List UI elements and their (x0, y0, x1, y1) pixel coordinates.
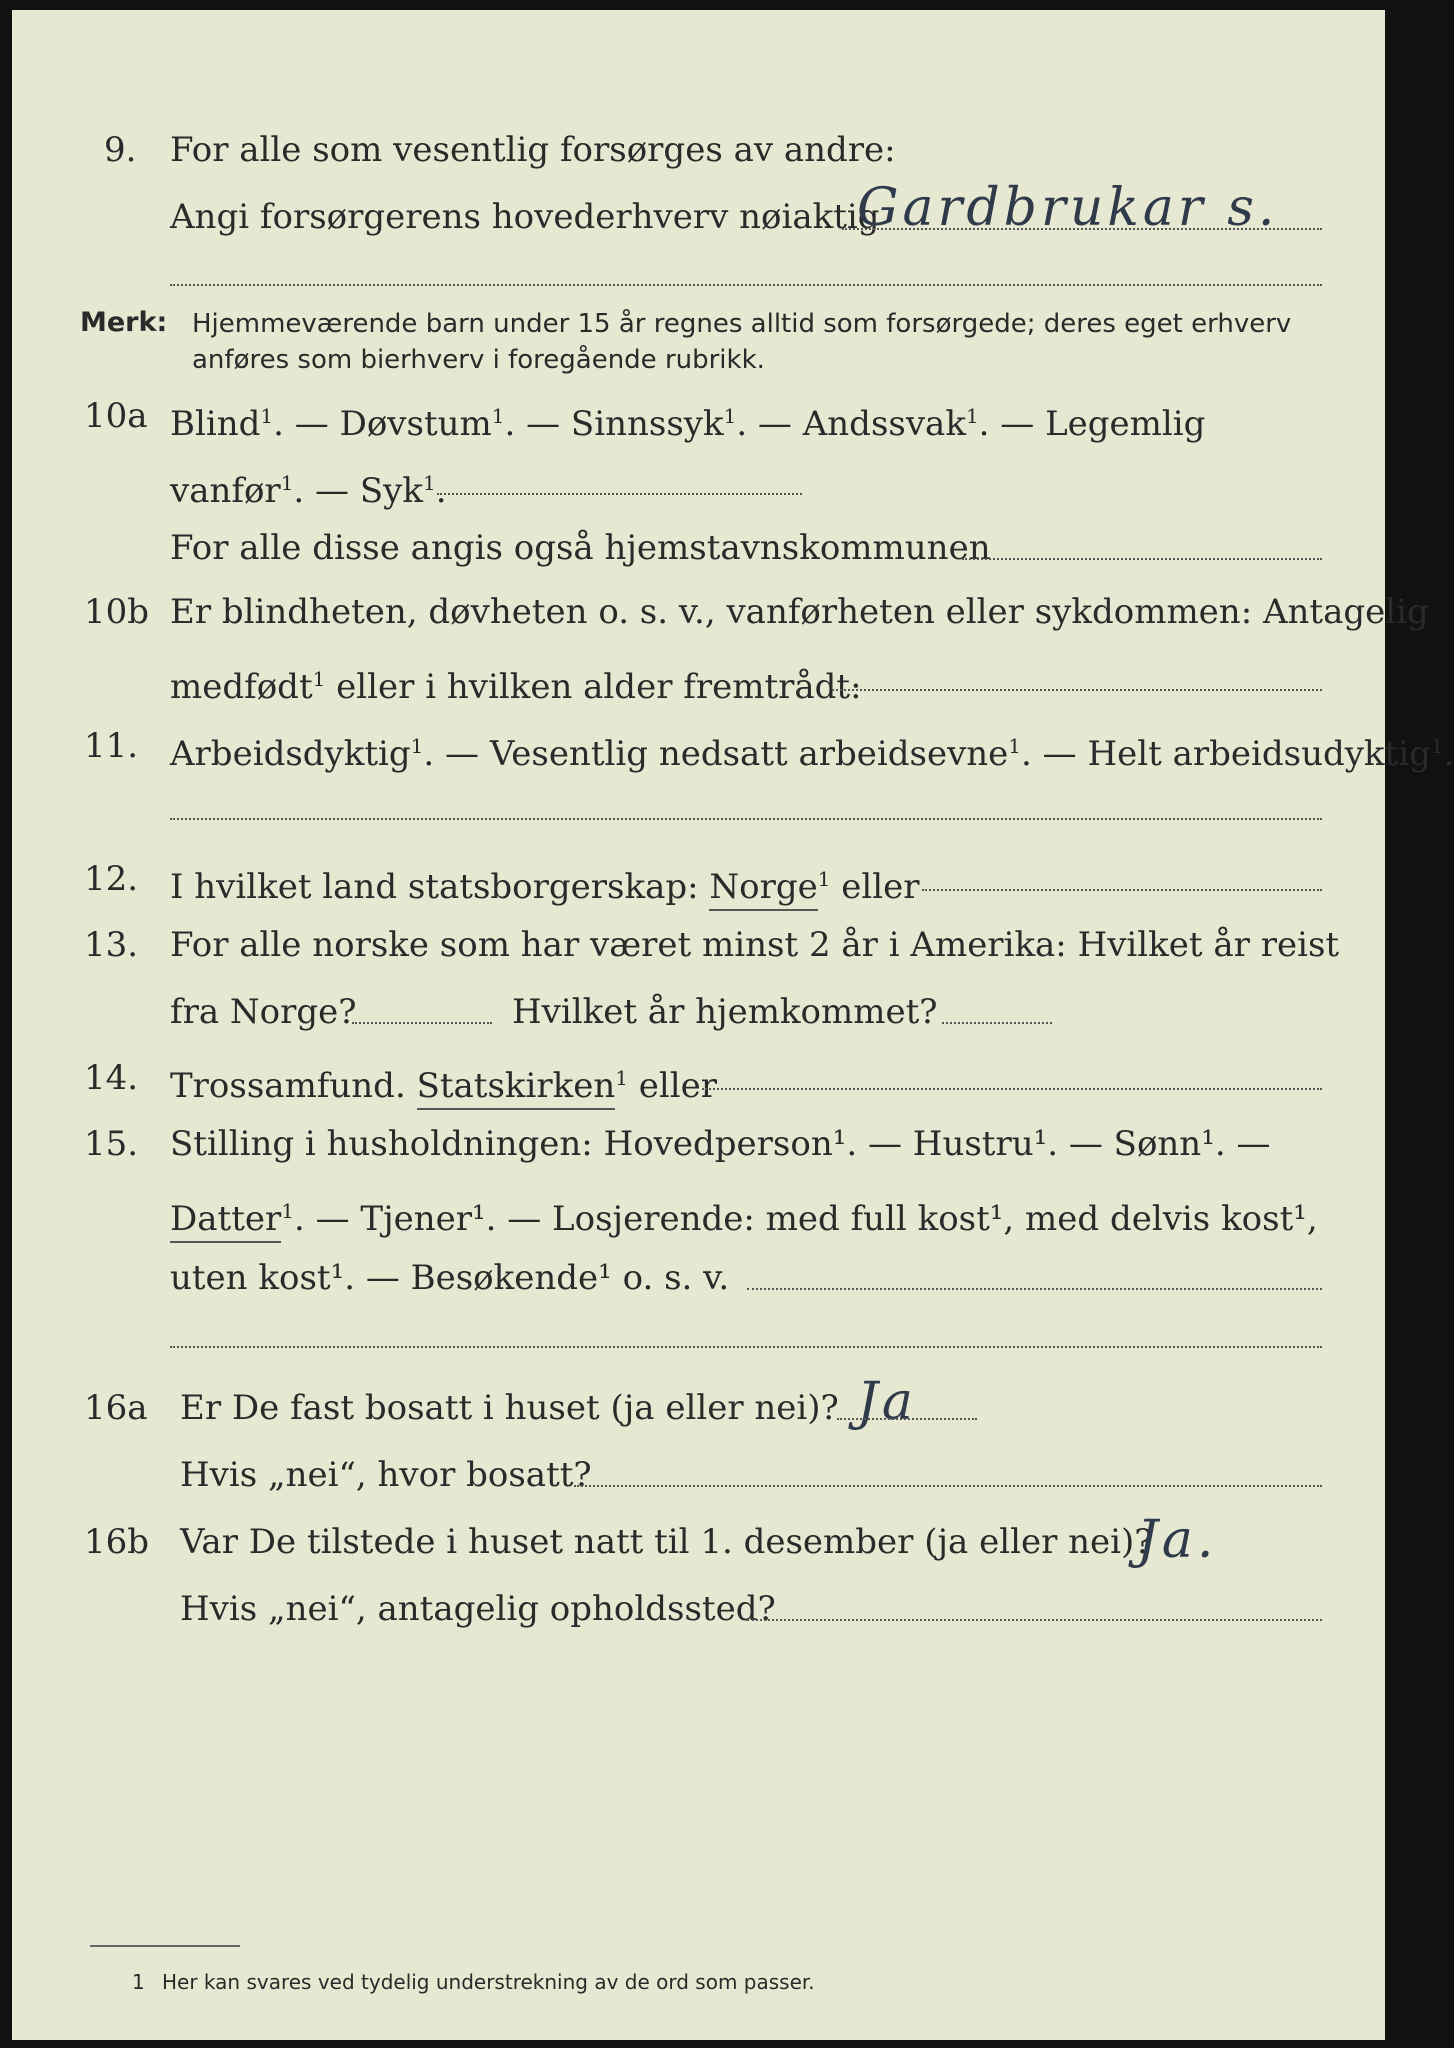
q16b-text1: Var De tilstede i huset natt til 1. desember (ja eller nei)? (180, 1522, 1153, 1562)
q9-text2: Angi forsørgerens hovederhverv nøiaktig (170, 197, 880, 237)
q9-answer-line (842, 228, 1322, 230)
q16a-text1: Er De fast bosatt i huset (ja eller nei)? (180, 1388, 839, 1428)
q10b-number: 10b (84, 592, 150, 632)
q16a-bosatt-line (574, 1485, 1322, 1487)
footnote-rule (90, 1945, 240, 1947)
q14-number: 14. (84, 1058, 139, 1098)
q15-underlined-datter: Datter (170, 1199, 281, 1243)
q11-number: 11. (84, 726, 139, 766)
merk-label: Merk: (80, 307, 168, 338)
q12-number: 12. (84, 859, 139, 899)
merk-line2: anføres som bierhverv i foregående rubrikk. (192, 345, 765, 375)
q16a-number: 16a (84, 1388, 148, 1428)
q10a-number: 10a (84, 396, 148, 436)
q13-number: 13. (84, 925, 139, 965)
q15-text3: uten kost¹. — Besøkende¹ o. s. v. (170, 1258, 730, 1298)
q10b-answer-line (832, 689, 1322, 691)
q11-text: Arbeidsdyktig$^1$. — Vesentlig nedsatt arbeidsevne$^1$. — Helt arbeidsudyktig$^1$. (170, 734, 1454, 774)
q16b-handwritten-answer: Ja. (1137, 1510, 1218, 1570)
q11-extra-line (170, 818, 1322, 820)
q12-answer-line (922, 889, 1322, 891)
q9-extra-line (170, 284, 1322, 286)
q12-underlined-norge: Norge (709, 867, 817, 911)
q10a-syk-line (437, 493, 802, 495)
q10a-text2: vanfør$^1$. — Syk$^1$. (170, 471, 447, 511)
q15-text2: Datter$^1$. — Tjener¹. — Losjerende: med full kost¹, med delvis kost¹, (170, 1191, 1318, 1239)
q14-underlined-statskirken: Statskirken (417, 1066, 616, 1110)
q13-text2b: Hvilket år hjemkommet? (512, 992, 938, 1032)
q16a-text2: Hvis „nei“, hvor bosatt? (180, 1455, 592, 1495)
q15-number: 15. (84, 1124, 139, 1164)
q13-text1: For alle norske som har været minst 2 år i Amerika: Hvilket år reist (170, 925, 1340, 965)
q14-answer-line (702, 1088, 1322, 1090)
q9-handwritten-answer: Gardbrukar s. (857, 178, 1279, 238)
q15-answer-line (747, 1288, 1322, 1290)
q14-text: Trossamfund. Statskirken$^1$ eller (170, 1058, 717, 1106)
q16a-answer-line (837, 1418, 977, 1420)
q12-text: I hvilket land statsborgerskap: Norge$^1$ eller (170, 859, 920, 907)
q15-extra-line (170, 1346, 1322, 1348)
q10a-kommune-line (962, 558, 1322, 560)
q16b-opholdssted-line (747, 1619, 1322, 1621)
q10b-text1: Er blindheten, døvheten o. s. v., vanførheten eller sykdommen: Antagelig (170, 592, 1429, 632)
footnote-text: Her kan svares ved tydelig understrekning av de ord som passer. (162, 1970, 815, 1994)
footnote-mark: 1 (132, 1970, 145, 1994)
merk-line1: Hjemmeværende barn under 15 år regnes alltid som forsørgede; deres eget erhverv (192, 309, 1292, 339)
q10b-text2: medfødt$^1$ eller i hvilken alder fremtrådt: (170, 667, 862, 707)
q10a-text1: Blind$^1$. — Døvstum$^1$. — Sinnssyk$^1$. — Andssvak$^1$. — Legemlig (170, 404, 1206, 444)
q13-reist-line (352, 1022, 492, 1024)
q15-text1: Stilling i husholdningen: Hovedperson¹. — Hustru¹. — Sønn¹. — (170, 1124, 1271, 1164)
q16b-text2: Hvis „nei“, antagelig opholdssted? (180, 1589, 776, 1629)
census-form-page (12, 10, 1454, 2040)
q10a-text3: For alle disse angis også hjemstavnskommunen (170, 528, 991, 568)
q16a-handwritten-answer: Ja (857, 1372, 917, 1432)
q13-text2a: fra Norge? (170, 992, 357, 1032)
q16b-number: 16b (84, 1522, 150, 1562)
q9-number: 9. (104, 130, 137, 170)
q13-hjemkommet-line (942, 1022, 1052, 1024)
q9-text1: For alle som vesentlig forsørges av andre: (170, 130, 896, 170)
